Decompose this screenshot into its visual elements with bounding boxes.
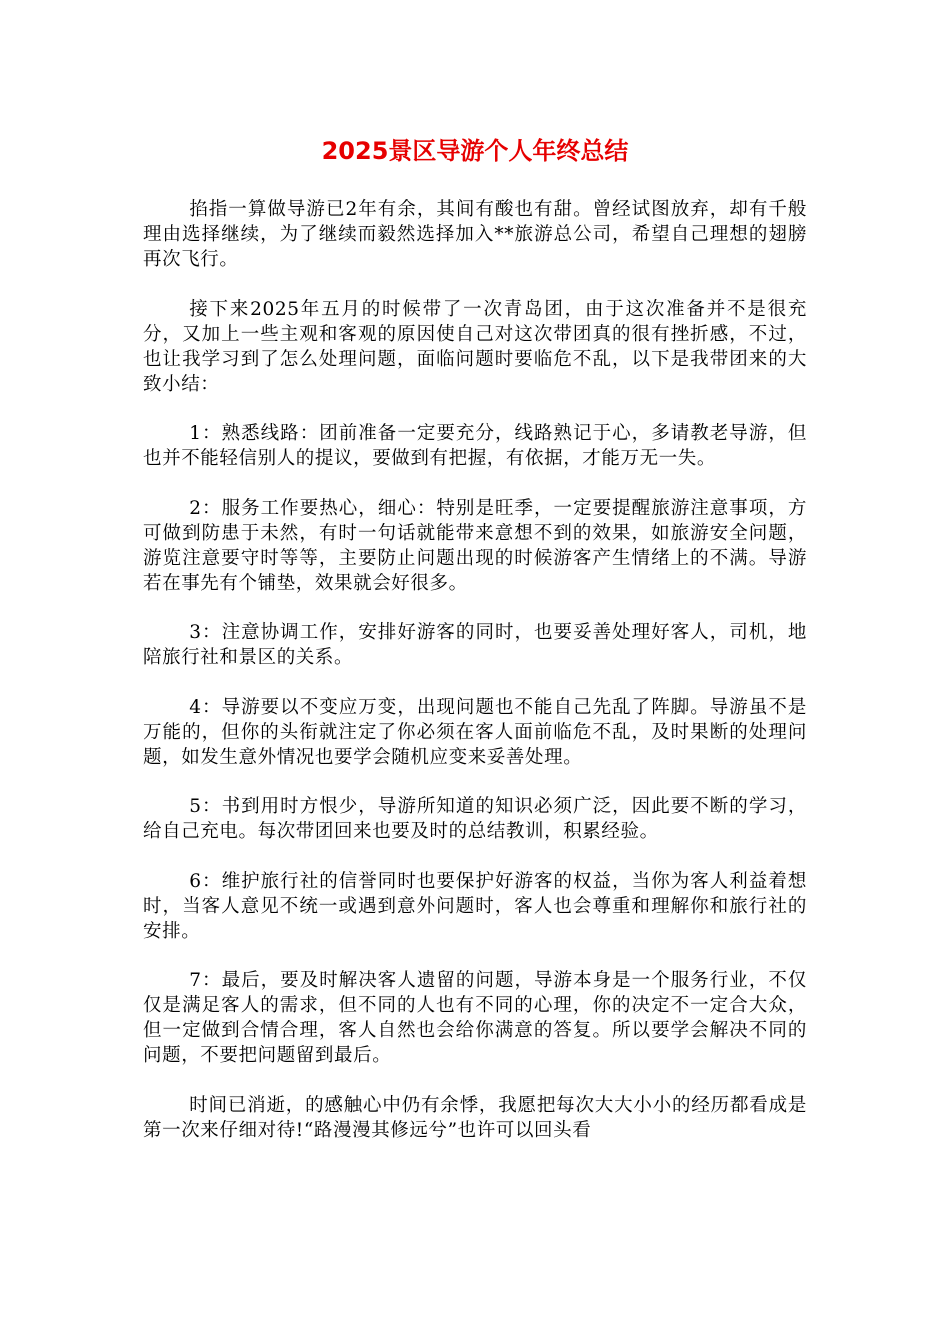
paragraph-point-6: 6：维护旅行社的信誉同时也要保护好游客的权益，当你为客人利益着想时，当客人意见不统一或遇到意外问题时，客人也会尊重和理解你和旅行社的安排。 [143,870,807,942]
paragraph-point-1: 1：熟悉线路：团前准备一定要充分，线路熟记于心，多请教老导游，但也并不能轻信别人的提议，要做到有把握，有依据，才能万无一失。 [143,423,807,469]
paragraph-point-5: 5：书到用时方恨少，导游所知道的知识必须广泛，因此要不断的学习，给自己充电。每次带团回来也要及时的总结教训，积累经验。 [143,796,807,842]
paragraph-point-4: 4：导游要以不变应万变，出现问题也不能自己先乱了阵脚。导游虽不是万能的，但你的头衔就注定了你必须在客人面前临危不乱，及时果断的处理问题，如发生意外情况也要学会随机应变来妥善处理。 [143,696,807,768]
document-body [143,197,807,1167]
paragraph-closing: 时间已消逝，的感触心中仍有余悸，我愿把每次大大小小的经历都看成是第一次来仔细对待!“路漫漫其修远兮”也许可以回头看 [143,1094,807,1141]
paragraph-point-3: 3：注意协调工作，安排好游客的同时，也要妥善处理好客人，司机，地陪旅行社和景区的关系。 [143,622,807,668]
paragraph-point-2: 2：服务工作要热心，细心：特别是旺季，一定要提醒旅游注意事项，方可做到防患于未然，有时一句话就能带来意想不到的效果，如旅游安全问题，游览注意要守时等等，主要防止问题出现的时候游客产生情绪上的不满。导游若在事先有个铺垫，效果就会好很多。 [143,497,807,594]
paragraph-point-7: 7：最后，要及时解决客人遗留的问题，导游本身是一个服务行业，不仅仅是满足客人的需求，但不同的人也有不同的心理，你的决定不一定合大众，但一定做到合情合理，客人自然也会给你满意的答复。所以要学会解决不同的问题，不要把问题留到最后。 [143,970,807,1066]
document-title: 2025景区导游个人年终总结 [321,137,629,165]
paragraph-intro: 掐指一算做导游已2年有余，其间有酸也有甜。曾经试图放弃，却有千般理由选择继续，为了继续而毅然选择加入**旅游总公司，希望自己理想的翅膀再次飞行。 [143,199,807,270]
paragraph-qingdao-tour: 接下来2025年五月的时候带了一次青岛团，由于这次准备并不是很充分，又加上一些主观和客观的原因使自己对这次带团真的很有挫折感，不过，也让我学习到了怎么处理问题，面临问题时要临危不乱，以下是我带团来的大致小结： [143,298,807,395]
